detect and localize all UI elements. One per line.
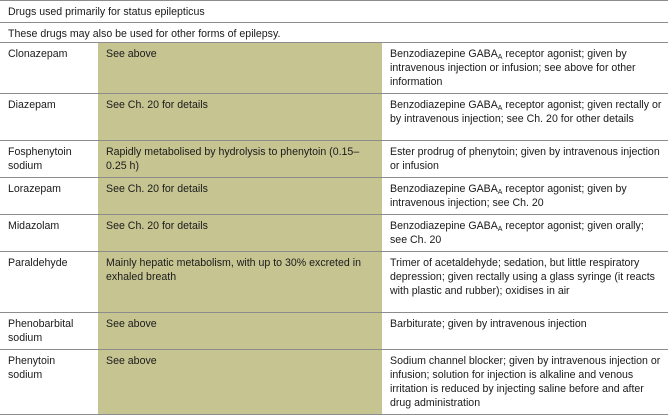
table-row — [0, 43, 668, 94]
notes-text-cont: receptor agonist; given by intravenous injection or infusion; see above for other information — [390, 48, 636, 88]
notes-text: Benzodiazepine GABA — [390, 99, 498, 111]
table-row — [0, 350, 668, 415]
pharmacokinetics-cell: See Ch. 20 for details — [98, 94, 382, 141]
notes-cell — [382, 350, 668, 415]
notes-text: Sodium channel blocker; given by intravenous injection or infusion; solution for injection is alkaline and venous irritation is reduced by injecting saline before and after drug administration — [390, 355, 661, 409]
drug-name: Midazolam — [0, 215, 98, 252]
notes-text-cont: receptor agonist; given orally; see Ch. 20 — [390, 220, 644, 246]
table-row — [0, 178, 668, 215]
pharmacokinetics-cell: See above — [98, 43, 382, 94]
drug-name: Fosphenytoin sodium — [0, 141, 98, 178]
section-title: Drugs used primarily for status epilepticus — [0, 0, 668, 22]
pharmacokinetics-cell: Rapidly metabolised by hydrolysis to phenytoin (0.15–0.25 h) — [98, 141, 382, 178]
pharmacokinetics-cell: See above — [98, 313, 382, 350]
pharmacokinetics-cell: See Ch. 20 for details — [98, 215, 382, 252]
notes-text: Barbiturate; given by intravenous injection — [390, 318, 587, 330]
drug-table — [0, 42, 668, 415]
notes-subscript: A — [497, 189, 503, 196]
notes-subscript: A — [497, 105, 503, 112]
drug-name: Phenobarbital sodium — [0, 313, 98, 350]
notes-cell — [382, 43, 668, 94]
pharmacokinetics-cell: Mainly hepatic metabolism, with up to 30% excreted in exhaled breath — [98, 252, 382, 313]
notes-cell — [382, 313, 668, 350]
table-row — [0, 215, 668, 252]
table-row — [0, 94, 668, 141]
notes-cell — [382, 215, 668, 252]
notes-text-cont: receptor agonist; given by intravenous injection; see Ch. 20 — [390, 183, 627, 209]
drug-name: Paraldehyde — [0, 252, 98, 313]
notes-text-cont: receptor agonist; given rectally or by intravenous injection; see Ch. 20 for other details — [390, 99, 662, 125]
notes-cell — [382, 178, 668, 215]
drug-name: Diazepam — [0, 94, 98, 141]
notes-cell — [382, 94, 668, 141]
notes-subscript: A — [497, 54, 503, 61]
notes-subscript: A — [497, 226, 503, 233]
table-row — [0, 252, 668, 313]
drug-name: Clonazepam — [0, 43, 98, 94]
table-row — [0, 313, 668, 350]
pharmacokinetics-cell: See Ch. 20 for details — [98, 178, 382, 215]
notes-text: Benzodiazepine GABA — [390, 220, 498, 232]
notes-text: Trimer of acetaldehyde; sedation, but little respiratory depression; given rectally using a glass syringe (it reacts with plastic and rubber); oxidises in air — [390, 257, 655, 297]
notes-cell — [382, 141, 668, 178]
section-note: These drugs may also be used for other forms of epilepsy. — [0, 22, 668, 42]
notes-text: Benzodiazepine GABA — [390, 183, 498, 195]
table-row — [0, 141, 668, 178]
pharmacokinetics-cell: See above — [98, 350, 382, 415]
drug-name: Phenytoin sodium — [0, 350, 98, 415]
notes-cell — [382, 252, 668, 313]
notes-text: Ester prodrug of phenytoin; given by intravenous injection or infusion — [390, 146, 660, 172]
notes-text: Benzodiazepine GABA — [390, 48, 498, 60]
drug-name: Lorazepam — [0, 178, 98, 215]
